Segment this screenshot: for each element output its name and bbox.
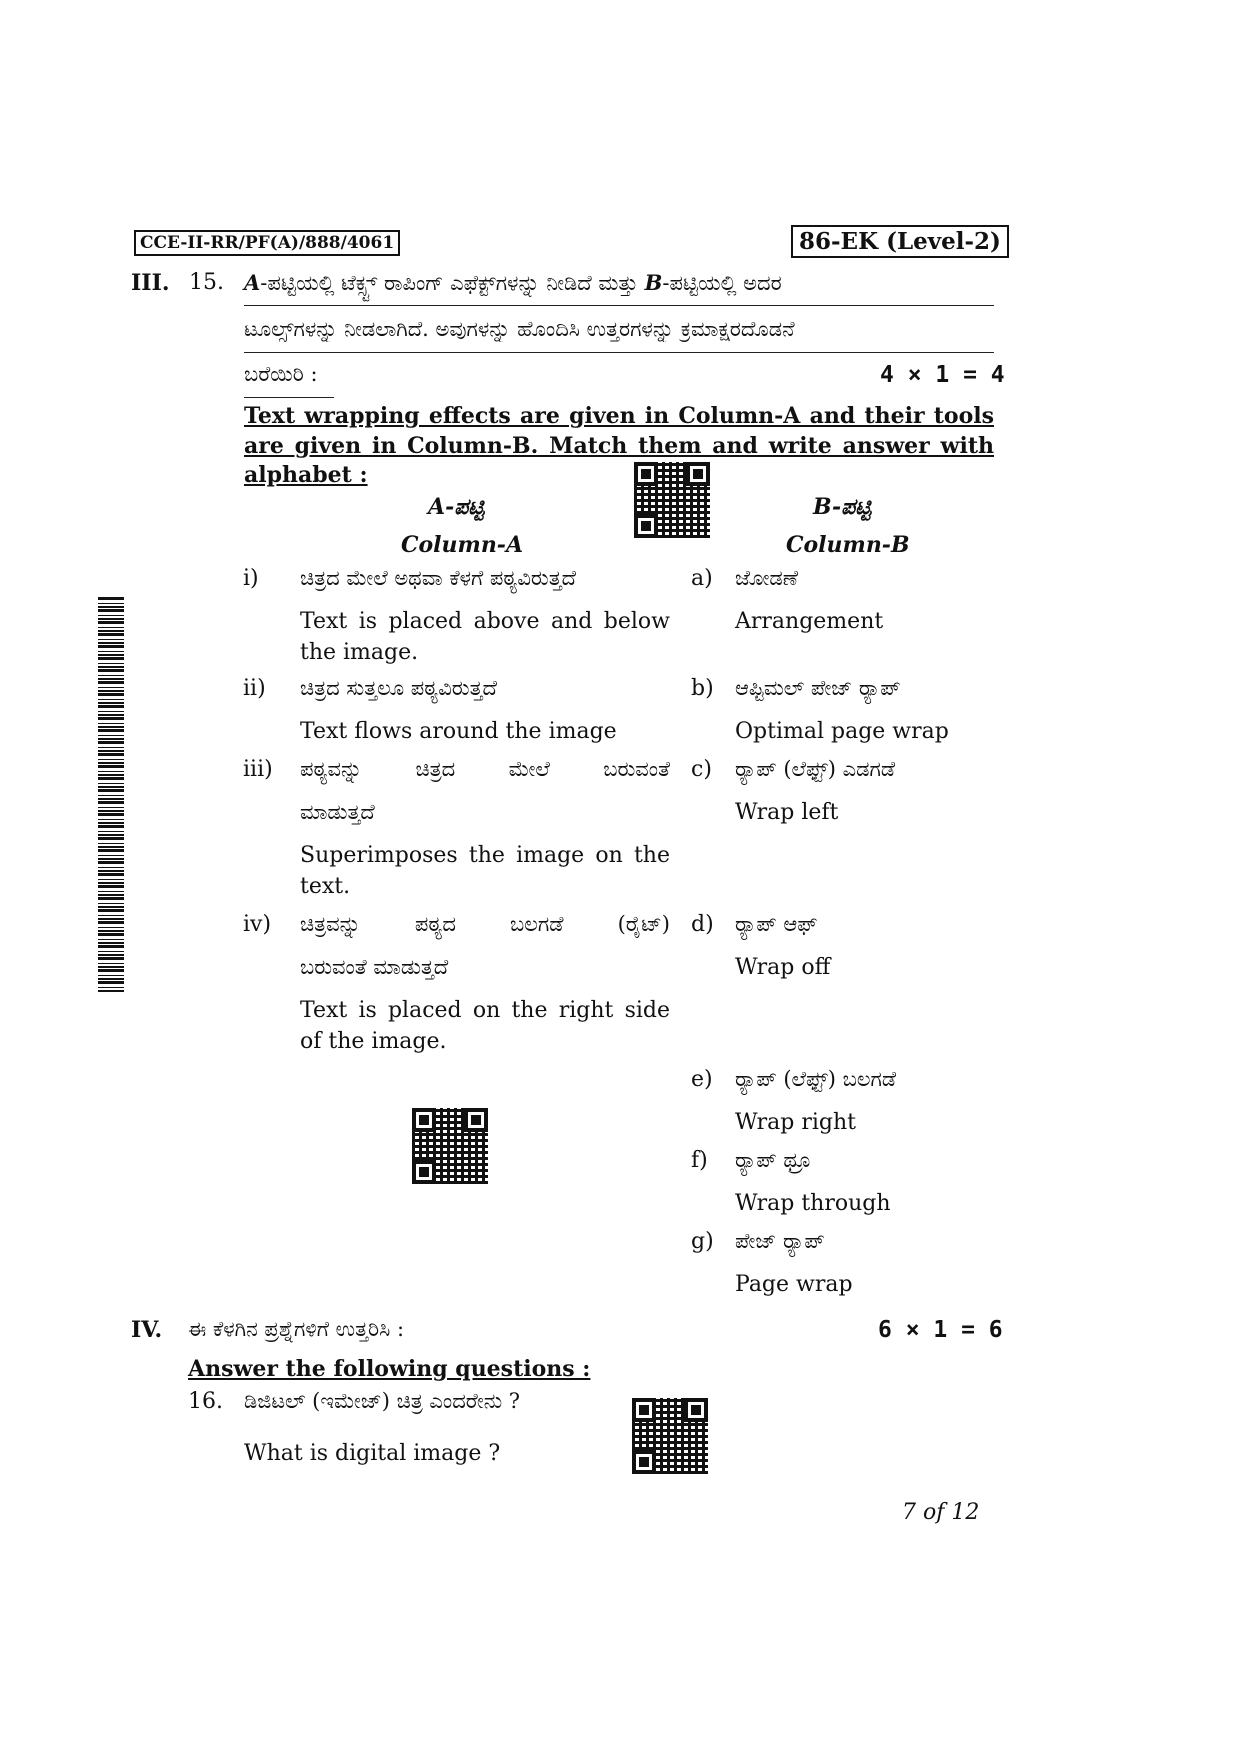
column-a-marker: A (244, 270, 261, 295)
col-b-en: Wrap off (735, 955, 831, 980)
col-b-kn: ರ್‍ಯಾಪ್ (ಲೆಫ್ಟ್) ಬಲಗಡೆ (735, 1067, 897, 1091)
col-b-kn: ರ್‍ಯಾಪ್ ಥ್ರೂ (735, 1148, 812, 1172)
col-b-en: Optimal page wrap (735, 719, 949, 744)
column-b-marker: B (644, 270, 663, 295)
question-kn: ಡಿಜಿಟಲ್ (ಇಮೇಜ್) ಚಿತ್ರ ಎಂದರೇನು ? (244, 1389, 521, 1413)
col-b-letter: g) (691, 1229, 714, 1254)
col-b-letter: d) (691, 912, 714, 937)
col-b-en: Page wrap (735, 1272, 853, 1297)
col-a-en: Text flows around the image (300, 719, 617, 744)
column-a-title-en: Column-A (401, 532, 524, 558)
col-a-en: text. (300, 874, 351, 899)
col-a-kn: ಬರುವಂತೆ ಮಾಡುತ್ತದೆ (300, 955, 449, 979)
instruction-kn-text2: -ಪಟ್ಟಿಯಲ್ಲಿ ಅದರ (662, 271, 782, 295)
col-a-en: Superimposes the image on the (300, 843, 670, 868)
col-b-letter: a) (691, 566, 713, 591)
qr-code (632, 1398, 708, 1474)
section-title-en: Answer the following questions : (188, 1356, 591, 1382)
instruction-en-line1: Text wrapping effects are given in Column-A and their tools (244, 403, 994, 429)
col-b-kn: ರ್‍ಯಾಪ್ (ಲೆಫ್ಟ್) ಎಡಗಡೆ (735, 757, 896, 781)
column-b-title-en: Column-B (786, 532, 910, 558)
col-b-kn: ಜೋಡಣೆ (735, 566, 799, 590)
col-a-num: ii) (243, 676, 266, 701)
question-number: 15. (189, 270, 224, 295)
col-b-kn: ಆಪ್ಟಿಮಲ್ ಪೇಜ್ ರ್‍ಯಾಪ್ (735, 676, 901, 700)
col-a-en: the image. (300, 640, 419, 665)
section-marks: 4 × 1 = 4 (880, 362, 1005, 388)
section-marks: 6 × 1 = 6 (878, 1317, 1003, 1343)
col-b-letter: c) (691, 757, 712, 782)
question-en: What is digital image ? (244, 1441, 501, 1466)
col-a-kn: ಚಿತ್ರದ ಸುತ್ತಲೂ ಪಠ್ಯವಿರುತ್ತದೆ (300, 676, 497, 700)
side-barcode (98, 596, 124, 992)
qr-code (634, 462, 710, 538)
instruction-kn-line2: ಟೂಲ್ಸ್‌ಗಳನ್ನು ನೀಡಲಾಗಿದೆ. ಅವುಗಳನ್ನು ಹೊಂದಿಸಿ ಉತ್ತರಗಳನ್ನು ಕ್ರಮಾಕ್ಷರದೊಡನೆ (244, 317, 795, 341)
col-b-kn: ರ್‍ಯಾಪ್ ಆಫ್ (735, 912, 818, 936)
paper-level: 86-EK (Level-2) (791, 225, 1009, 258)
col-a-en: Text is placed on the right side (300, 998, 670, 1023)
paper-code: CCE-II-RR/PF(A)/888/4061 (134, 230, 400, 256)
column-a-title-kn: A-ಪಟ್ಟಿ (428, 494, 485, 520)
col-a-kn: ಮಾಡುತ್ತದೆ (300, 800, 375, 824)
col-a-en: of the image. (300, 1029, 447, 1054)
col-a-kn: ಚಿತ್ರವನ್ನು ಪಠ್ಯದ ಬಲಗಡೆ (ರೈಟ್) (300, 912, 670, 936)
question-number: 16. (188, 1389, 223, 1414)
instruction-en-line3: alphabet : (244, 462, 368, 488)
col-b-en: Wrap left (735, 800, 839, 825)
col-b-letter: b) (691, 676, 714, 701)
divider (244, 305, 994, 306)
col-a-en: Text is placed above and below (300, 609, 670, 634)
instruction-kn-text1: -ಪಟ್ಟಿಯಲ್ಲಿ ಟೆಕ್ಸ್ಟ್ ರಾಪಿಂಗ್ ಎಫೆಕ್ಟ್‌ಗಳನ್ನು ನೀಡಿದೆ ಮತ್ತು (260, 271, 645, 295)
col-b-kn: ಪೇಜ್ ರ್‍ಯಾಪ್ (735, 1229, 825, 1253)
col-a-num: iv) (243, 912, 272, 937)
column-b-title-kn: B-ಪಟ್ಟಿ (813, 494, 872, 520)
col-a-kn: ಚಿತ್ರದ ಮೇಲೆ ಅಥವಾ ಕೆಳಗೆ ಪಠ್ಯವಿರುತ್ತದೆ (300, 566, 577, 590)
divider (244, 397, 334, 398)
col-b-en: Wrap right (735, 1110, 856, 1135)
col-a-num: iii) (243, 757, 273, 782)
section-number: III. (131, 270, 170, 296)
col-a-kn: ಪಠ್ಯವನ್ನು ಚಿತ್ರದ ಮೇಲೆ ಬರುವಂತೆ (300, 757, 670, 781)
divider (244, 352, 994, 353)
col-b-letter: e) (691, 1067, 713, 1092)
page-number: 7 of 12 (902, 1500, 980, 1525)
col-a-num: i) (243, 566, 259, 591)
section-number: IV. (131, 1317, 163, 1343)
section-title-kn: ಈ ಕೆಳಗಿನ ಪ್ರಶ್ನೆಗಳಿಗೆ ಉತ್ತರಿಸಿ : (188, 1317, 405, 1341)
instruction-kn-line3: ಬರೆಯಿರಿ : (244, 362, 318, 386)
col-b-letter: f) (691, 1148, 708, 1173)
instruction-kn-line1 (244, 270, 994, 296)
col-b-en: Wrap through (735, 1191, 891, 1216)
col-b-en: Arrangement (735, 609, 884, 634)
qr-code (412, 1108, 488, 1184)
instruction-en-line2: are given in Column-B. Match them and write answer with (244, 433, 994, 459)
